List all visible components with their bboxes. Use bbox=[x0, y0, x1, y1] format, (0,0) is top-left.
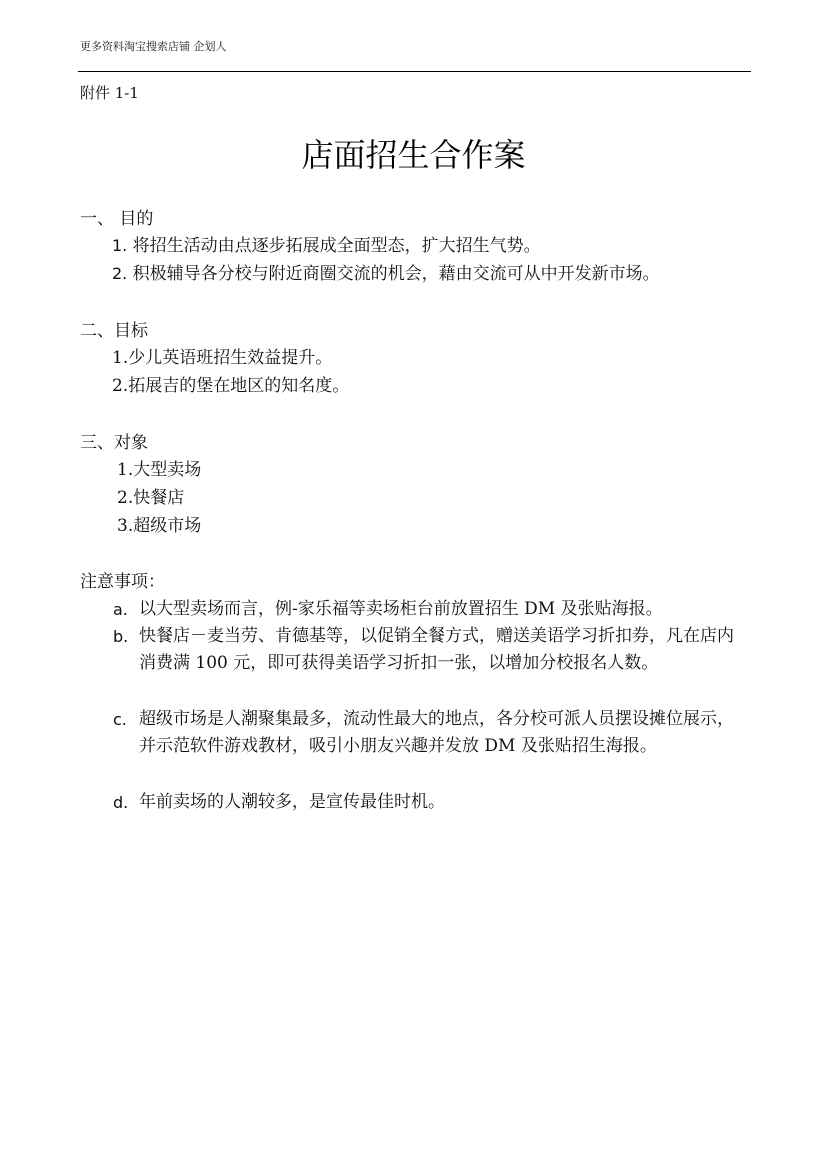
note-item bbox=[113, 623, 749, 677]
note-letter: c. bbox=[113, 710, 127, 729]
note-letter: d. bbox=[113, 793, 129, 812]
list-item: 2.拓展吉的堡在地区的知名度。 bbox=[112, 376, 350, 396]
note-text: 以大型卖场而言，例-家乐福等卖场柜台前放置招生 DM 及张贴海报。 bbox=[139, 599, 663, 619]
note-item bbox=[113, 596, 749, 623]
list-item: 1.大型卖场 bbox=[117, 460, 202, 480]
list-item bbox=[112, 262, 660, 286]
list-item: 1.少儿英语班招生效益提升。 bbox=[112, 348, 333, 368]
note-text: 快餐店－麦当劳、肯德基等，以促销全餐方式，赠送美语学习折扣券，凡在店内消费满 100 元，即可获得美语学习折扣一张，以增加分校报名人数。 bbox=[139, 626, 734, 673]
section-heading-targets: 三、对象 bbox=[80, 433, 148, 453]
note-letter: a. bbox=[113, 600, 128, 619]
item-number: 2. bbox=[112, 264, 128, 283]
page-header: 更多资料淘宝搜索店铺 企划人 bbox=[80, 40, 227, 53]
note-item bbox=[113, 789, 749, 816]
attachment-label: 附件 1-1 bbox=[80, 84, 139, 102]
note-item bbox=[113, 706, 749, 760]
list-item: 2.快餐店 bbox=[117, 488, 185, 508]
note-letter: b. bbox=[113, 627, 129, 646]
list-item bbox=[112, 234, 541, 258]
section-heading-goals: 二、目标 bbox=[80, 321, 148, 341]
item-text: 将招生活动由点逐步拓展成全面型态，扩大招生气势。 bbox=[132, 236, 541, 256]
note-text: 超级市场是人潮聚集最多，流动性最大的地点，各分校可派人员摆设摊位展示，并示范软件游戏教材，吸引小朋友兴趣并发放 DM 及张贴招生海报。 bbox=[139, 709, 734, 756]
list-item: 3.超级市场 bbox=[117, 516, 202, 536]
item-number: 1. bbox=[112, 236, 128, 255]
header-divider bbox=[78, 71, 751, 72]
note-text: 年前卖场的人潮较多，是宣传最佳时机。 bbox=[139, 792, 445, 812]
notes-heading: 注意事项： bbox=[80, 572, 165, 592]
document-title: 店面招生合作案 bbox=[301, 136, 526, 174]
section-heading-purpose: 一、 目的 bbox=[80, 209, 154, 229]
item-text: 积极辅导各分校与附近商圈交流的机会，藉由交流可从中开发新市场。 bbox=[132, 264, 660, 284]
